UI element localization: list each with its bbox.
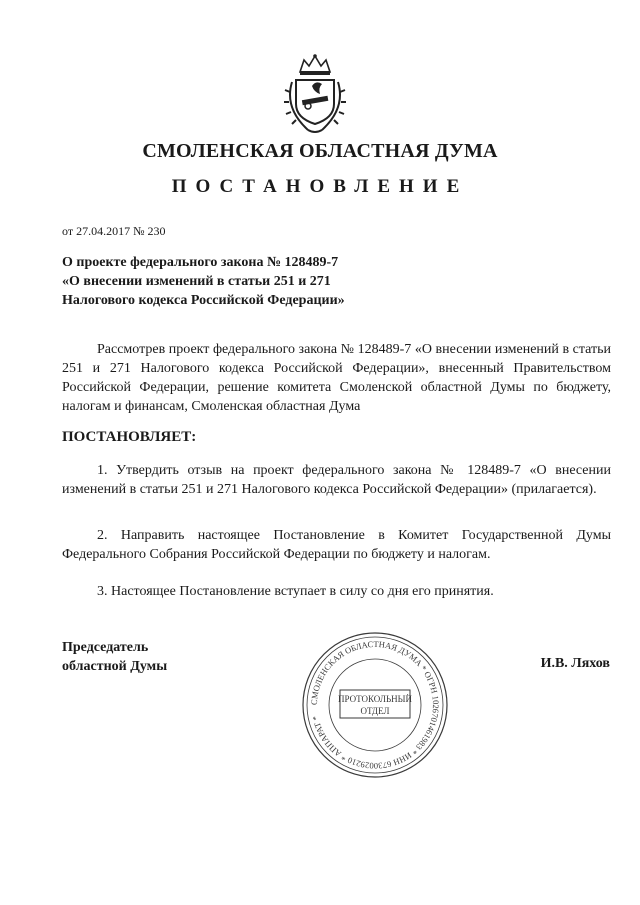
organization-title: СМОЛЕНСКАЯ ОБЛАСТНАЯ ДУМА [142, 140, 498, 162]
signatory-title [62, 638, 167, 676]
official-stamp-icon [300, 630, 450, 780]
coat-of-arms-icon [278, 52, 352, 136]
resolves-heading: ПОСТАНОВЛЯЕТ: [62, 429, 197, 445]
document-date-number: от 27.04.2017 № 230 [62, 224, 166, 238]
stamp-center-text: ПРОТОКОЛЬНЫЙ [338, 694, 412, 704]
stamp-center-text: ОТДЕЛ [360, 706, 390, 716]
document-subject [62, 253, 402, 310]
resolution-item-3: 3. Настоящее Постановление вступает в силу со дня его принятия. [97, 584, 494, 599]
stamp-ring-text: СМОЛЕНСКАЯ ОБЛАСТНАЯ ДУМА * ОГРН 1026701461983 * ИНН 6730029210 * АППАРАТ * [308, 638, 442, 772]
preamble-paragraph: Рассмотрев проект федерального закона № 128489-7 «О внесении изменений в статьи 251 и 271 Налогового кодекса Российской Федерации», внесенный Правительством Российской Федерации, решение комитета Смоленской областной Думы по бюджету, налогам и финансам, Смоленская областная Дума [62, 342, 611, 414]
signatory-name: И.В. Ляхов [540, 656, 610, 671]
signatory-title-line: Председатель [62, 640, 149, 655]
subject-line: «О внесении изменений в статьи 251 и 271 [62, 274, 331, 289]
resolution-item-2: 2. Направить настоящее Постановление в Комитет Государственной Думы Федерального Собрания Российской Федерации по бюджету и налогам. [62, 528, 611, 562]
subject-line: Налогового кодекса Российской Федерации» [62, 293, 345, 308]
resolution-item-1: 1. Утвердить отзыв на проект федерального закона № 128489-7 «О внесении изменений в статьи 251 и 271 Налогового кодекса Российской Федерации» (прилагается). [62, 463, 611, 497]
subject-line: О проекте федерального закона № 128489-7 [62, 255, 339, 270]
signatory-title-line: областной Думы [62, 659, 168, 674]
document-type: ПОСТАНОВЛЕНИЕ [171, 176, 469, 197]
